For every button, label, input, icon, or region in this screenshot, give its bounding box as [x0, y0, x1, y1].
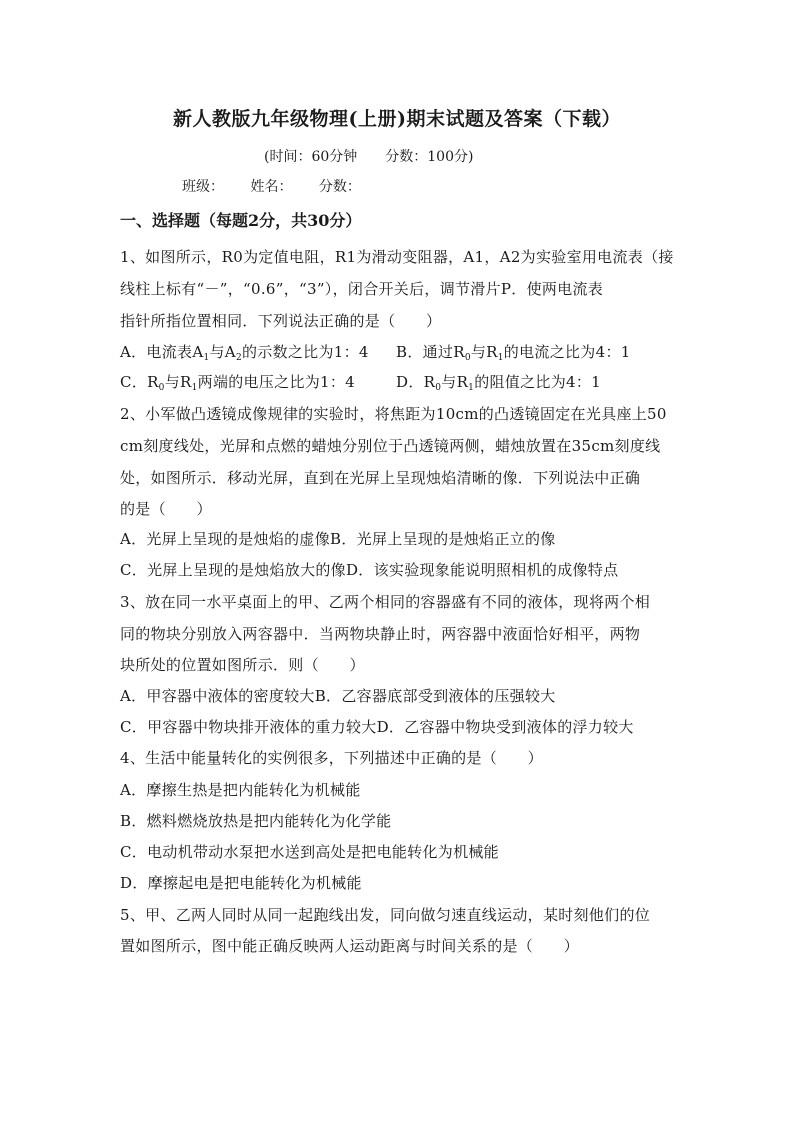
q2-stem-line-2: cm刻度线处，光屏和点燃的蜡烛分别位于凸透镜两侧，蜡烛放置在35cm刻度线	[120, 437, 661, 455]
q3-stem-line-2: 同的物块分别放入两容器中．当两物块静止时，两容器中液面恰好相平，两物	[120, 625, 641, 643]
q1-option-d: D．$R_0$与$R_1$的阻值之比为4：1	[396, 373, 601, 393]
q1-stem-line-2: 线柱上标有“－”，“0.6”，“3”），闭合开关后，调节滑片P．使两电流表	[120, 280, 604, 298]
class-field-label: 班级：	[182, 179, 224, 195]
q2-stem-line-1: 2、小军做凸透镜成像规律的实验时，将焦距为10cm的凸透镜固定在光具座上50	[120, 405, 667, 423]
q3-stem-line-1: 3、放在同一水平桌面上的甲、乙两个相同的容器盛有不同的液体，现将两个相	[120, 593, 651, 611]
document-title: 新人教版九年级物理(上册)期末试题及答案（下载）	[173, 108, 621, 130]
q1-option-a: A．电流表$A_1$与$A_2$的示数之比为1：4	[120, 343, 369, 363]
score-field-label: 分数：	[318, 179, 361, 195]
section-heading: 一、选择题（每题2分，共30分）	[120, 211, 362, 230]
q1-option-c: C．$R_0$与$R_1$两端的电压之比为1：4	[120, 373, 356, 393]
q1-options-cd	[120, 372, 680, 392]
q3-stem-line-3: 块所处的位置如图所示．则（ ）	[120, 656, 365, 674]
q3-options-ab: A．甲容器中液体的密度较大B．乙容器底部受到液体的压强较大	[120, 687, 556, 705]
q1-stem-line-3: 指针所指位置相同．下列说法正确的是（ ）	[120, 312, 442, 330]
q5-stem-line-1: 5、甲、乙两人同时从同一起跑线出发，同向做匀速直线运动，某时刻他们的位	[120, 906, 651, 924]
q2-stem-line-3: 处，如图所示．移动光屏，直到在光屏上呈现烛焰清晰的像．下列说法中正确	[120, 469, 641, 487]
q2-stem-line-4: 的是（ ）	[120, 500, 212, 518]
q2-options-cd: C．光屏上呈现的是烛焰放大的像D．该实验现象能说明照相机的成像特点	[120, 561, 619, 579]
q2-options-ab: A．光屏上呈现的是烛焰的虚像B．光屏上呈现的是烛焰正立的像	[120, 530, 556, 548]
student-info-fields	[182, 176, 361, 196]
q4-option-d: D．摩擦起电是把电能转化为机械能	[120, 874, 362, 892]
q4-option-b: B．燃料燃烧放热是把内能转化为化学能	[120, 812, 392, 830]
q5-stem-line-2: 置如图所示，图中能正确反映两人运动距离与时间关系的是（ ）	[120, 937, 580, 955]
q4-option-c: C．电动机带动水泵把水送到高处是把电能转化为机械能	[120, 843, 499, 861]
time-score-info: (时间：60分钟 分数：100分)	[264, 149, 474, 165]
name-field-label: 姓名：	[250, 179, 293, 195]
q1-option-b: B．通过$R_0$与$R_1$的电流之比为4：1	[396, 343, 631, 363]
q1-options-ab	[120, 342, 680, 362]
q4-stem: 4、生活中能量转化的实例很多，下列描述中正确的是（ ）	[120, 749, 543, 767]
q1-stem-line-1: 1、如图所示，R0为定值电阻，R1为滑动变阻器，A1，A2为实验室用电流表（接	[120, 248, 674, 266]
q4-option-a: A．摩擦生热是把内能转化为机械能	[120, 781, 361, 799]
q3-options-cd: C．甲容器中物块排开液体的重力较大D．乙容器中物块受到液体的浮力较大	[120, 718, 634, 736]
